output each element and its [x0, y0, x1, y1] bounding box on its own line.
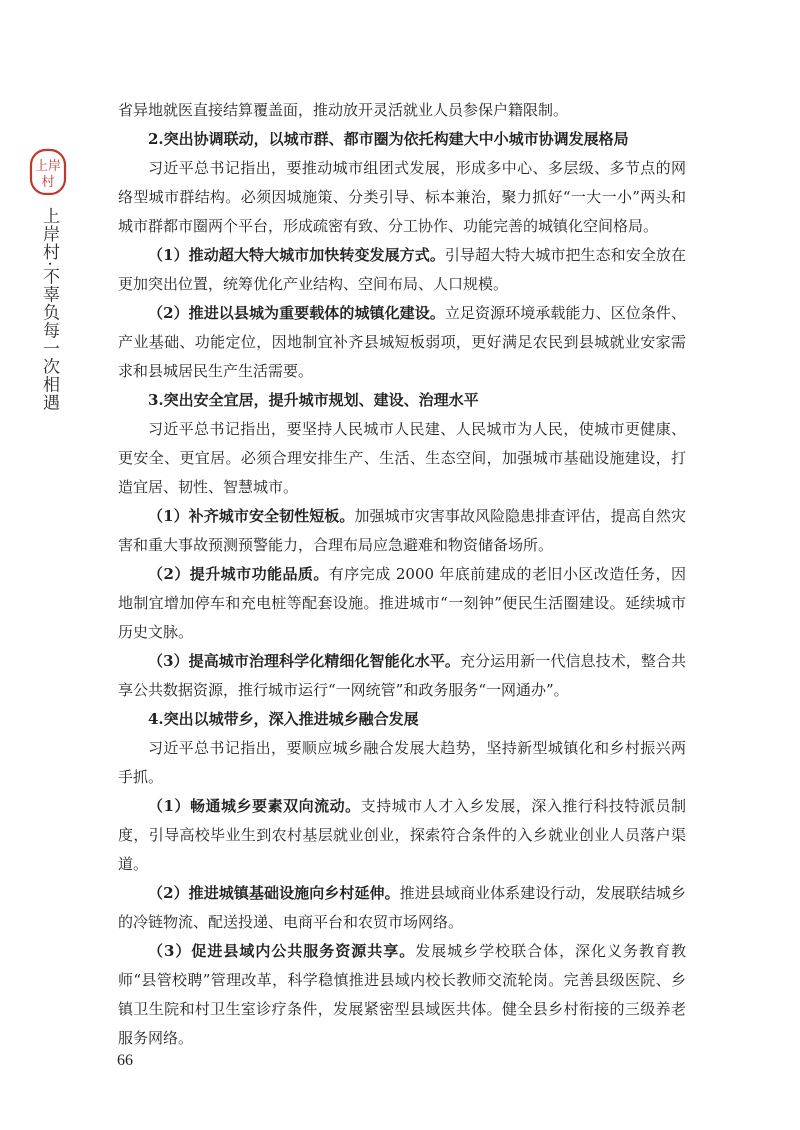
- paragraph: [118, 560, 686, 647]
- paragraph: 习近平总书记指出，要推动城市组团式发展，形成多中心、多层级、多节点的网络型城市群结构。必须因城施策、分类引导、标本兼治，聚力抓好“一大一小”两头和城市群都市圈两个平台，形成疏密有致、分工协作、功能完善的城镇化空间格局。: [118, 159, 686, 235]
- paragraph: [118, 299, 686, 386]
- item-text: 充分运用新一代信息技术，整合共享公共数据资源，推行城市运行“一网统管”和政务服务“一网通办”。: [118, 652, 686, 699]
- item-title: （3）提高城市治理科学化精细化智能化水平。: [148, 652, 460, 670]
- section-heading-2: 2.突出协调联动，以城市群、都市圈为依托构建大中小城市协调发展格局: [148, 130, 629, 148]
- item-title: （2）提升城市功能品质。: [148, 565, 329, 583]
- paragraph: [118, 502, 686, 560]
- paragraph: [118, 647, 686, 705]
- item-title: （2）推进以县城为重要载体的城镇化建设。: [148, 304, 445, 322]
- item-title: （2）推进城镇基础设施向乡村延伸。: [148, 884, 400, 902]
- item-text: 发展城乡学校联合体，深化义务教育教师“县管校聘”管理改革，科学稳慎推进县域内校长教师交流轮岗。完善县级医院、乡镇卫生院和村卫生室诊疗条件，发展紧密型县域医共体。健全县乡村衔接的三级养老服务网络。: [118, 942, 686, 1047]
- section-heading-4: 4.突出以城带乡，深入推进城乡融合发展: [148, 710, 419, 728]
- paragraph: [118, 937, 686, 1053]
- item-text: 立足资源环境承载能力、区位条件、产业基础、功能定位，因地制宜补齐县城短板弱项，更好满足农民到县城就业安家需求和县城居民生产生活需要。: [118, 304, 686, 380]
- section-heading-3: 3.突出安全宜居，提升城市规划、建设、治理水平: [148, 391, 479, 409]
- item-title: （1）畅通城乡要素双向流动。: [148, 797, 361, 815]
- paragraph: [118, 879, 686, 937]
- paragraph: [118, 241, 686, 299]
- svg-text:村: 村: [41, 175, 55, 190]
- item-text: 引导超大特大城市把生态和安全放在更加突出位置，统筹优化产业结构、空间布局、人口规模。: [118, 246, 686, 293]
- document-body: [118, 96, 686, 1053]
- page-number: 66: [117, 1052, 133, 1069]
- seal-logo-icon: [29, 148, 67, 196]
- sidebar-slogan: 上岸村·不辜负每一次相遇: [39, 207, 59, 412]
- item-text: 推进县域商业体系建设行动，发展联结城乡的冷链物流、配送投递、电商平台和农贸市场网络。: [118, 884, 686, 931]
- paragraph: [118, 792, 686, 879]
- item-text: 有序完成 2000 年底前建成的老旧小区改造任务，因地制宜增加停车和充电桩等配套设施。推进城市“一刻钟”便民生活圈建设。延续城市历史文脉。: [118, 565, 686, 641]
- paragraph: 习近平总书记指出，要顺应城乡融合发展大趋势，坚持新型城镇化和乡村振兴两手抓。: [118, 739, 686, 786]
- item-title: （3）促进县域内公共服务资源共享。: [148, 942, 416, 960]
- item-text: 加强城市灾害事故风险隐患排查评估，提高自然灾害和重大事故预测预警能力，合理布局应急避难和物资储备场所。: [118, 507, 686, 554]
- item-title: （1）推动超大特大城市加快转变发展方式。: [148, 246, 445, 264]
- item-title: （1）补齐城市安全韧性短板。: [148, 507, 355, 525]
- paragraph: 习近平总书记指出，要坚持人民城市人民建、人民城市为人民，使城市更健康、更安全、更宜居。必须合理安排生产、生活、生态空间，加强城市基础设施建设，打造宜居、韧性、智慧城市。: [118, 420, 686, 496]
- paragraph: 省异地就医直接结算覆盖面，推动放开灵活就业人员参保户籍限制。: [118, 101, 569, 119]
- svg-text:上岸: 上岸: [34, 159, 62, 174]
- item-text: 支持城市人才入乡发展，深入推行科技特派员制度，引导高校毕业生到农村基层就业创业，探索符合条件的入乡就业创业人员落户渠道。: [118, 797, 686, 873]
